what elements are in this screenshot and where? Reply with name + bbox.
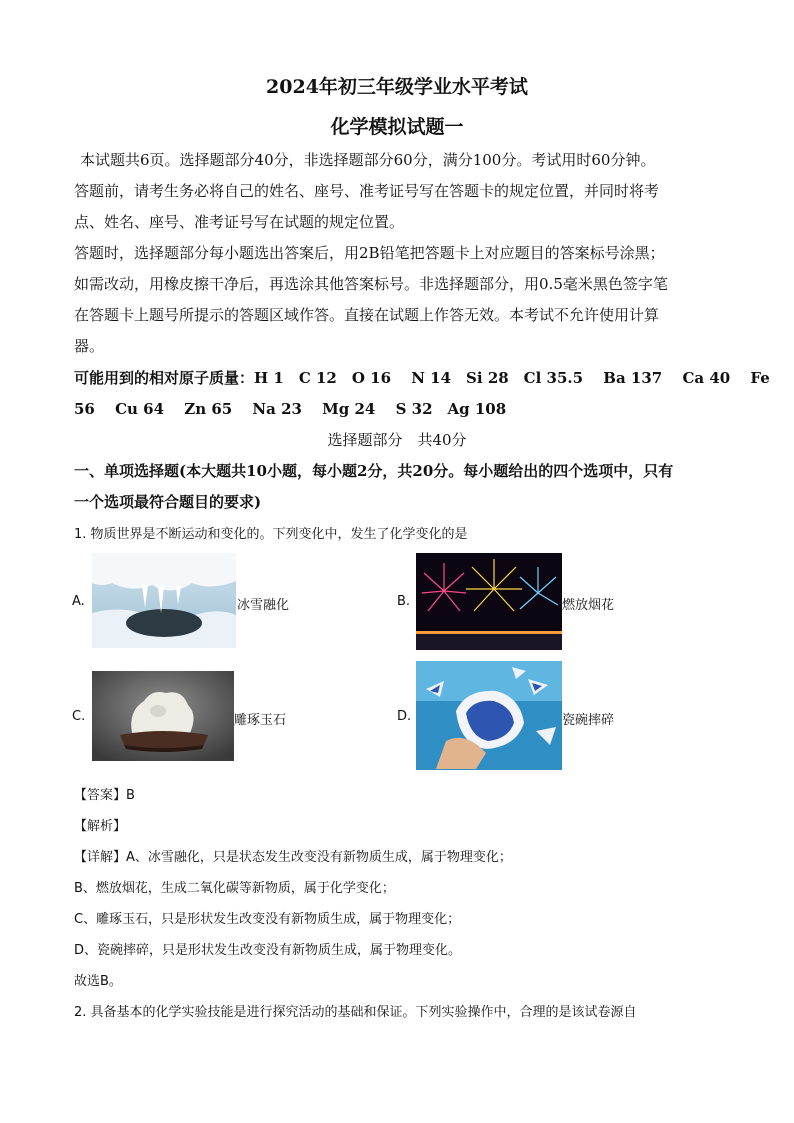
option-a-letter: A. <box>72 594 85 609</box>
option-d-text: 瓷碗摔碎 <box>562 713 615 728</box>
detail-line-c: C、雕琢玉石，只是形状发生改变没有新物质生成，属于物理变化； <box>74 912 461 927</box>
question-2-stem: 2. 具备基本的化学实验技能是进行探究活动的基础和保证。下列实验操作中，合理的是该试卷源自 <box>74 1005 637 1020</box>
option-b-text: 燃放烟花 <box>562 598 615 613</box>
instruction-line-6: 在答题卡上题号所提示的答题区域作答。直接在试题上作答无效。本考试不允许使用计算 <box>74 306 660 324</box>
part-heading-line-2: 一个选项最符合题目的要求) <box>74 493 262 511</box>
instruction-line-3: 点、姓名、座号、准考证号写在试题的规定位置。 <box>74 213 405 231</box>
instruction-line-2: 答题前，请考生务必将自己的姓名、座号、准考证号写在答题卡的规定位置，并同时将考 <box>74 182 660 200</box>
instruction-line-1: 本试题共6页。选择题部分40分，非选择题部分60分，满分100分。考试用时60分钟。 <box>80 151 656 169</box>
detail-line-d: D、瓷碗摔碎，只是形状发生改变没有新物质生成，属于物理变化。 <box>74 943 462 958</box>
option-d-letter: D. <box>397 709 412 724</box>
exam-subtitle: 化学模拟试题一 <box>330 116 464 138</box>
fireworks-image <box>416 553 562 650</box>
detail-line-a: 【详解】A、冰雪融化，只是状态发生改变没有新物质生成，属于物理变化； <box>74 850 512 865</box>
part-heading-line-1: 一、单项选择题(本大题共10小题，每小题2分，共20分。每小题给出的四个选项中，只有 <box>74 462 674 480</box>
detail-line-b: B、燃放烟花，生成二氧化碳等新物质，属于化学变化； <box>74 881 395 896</box>
jade-carving-image <box>92 671 234 761</box>
option-b-letter: B. <box>397 594 411 609</box>
conclusion-line: 故选B。 <box>74 974 122 989</box>
option-c-letter: C. <box>72 709 86 724</box>
broken-porcelain-image <box>416 661 562 770</box>
option-a-text: 冰雪融化 <box>237 598 290 613</box>
atomic-mass-line-2: 56 Cu 64 Zn 65 Na 23 Mg 24 S 32 Ag 108 <box>74 400 507 418</box>
analysis-heading: 【解析】 <box>74 819 127 834</box>
instruction-line-4: 答题时，选择题部分每小题选出答案后，用2B铅笔把答题卡上对应题目的答案标号涂黑； <box>74 244 665 262</box>
ice-cave-image <box>92 553 236 648</box>
question-1-stem: 1. 物质世界是不断运动和变化的。下列变化中，发生了化学变化的是 <box>74 527 468 542</box>
instruction-line-5: 如需改动，用橡皮擦干净后，再选涂其他答案标号。非选择题部分，用0.5毫米黑色签字笔 <box>74 275 668 293</box>
section-heading: 选择题部分 共40分 <box>327 431 467 449</box>
exam-title: 2024年初三年级学业水平考试 <box>266 76 528 98</box>
instruction-line-7: 器。 <box>74 337 105 355</box>
atomic-mass-line-1: 可能用到的相对原子质量：H 1 C 12 O 16 N 14 Si 28 Cl 35.5 Ba 137 Ca 40 Fe <box>74 369 770 387</box>
answer-line: 【答案】B <box>74 788 135 803</box>
option-c-text: 雕琢玉石 <box>234 713 287 728</box>
